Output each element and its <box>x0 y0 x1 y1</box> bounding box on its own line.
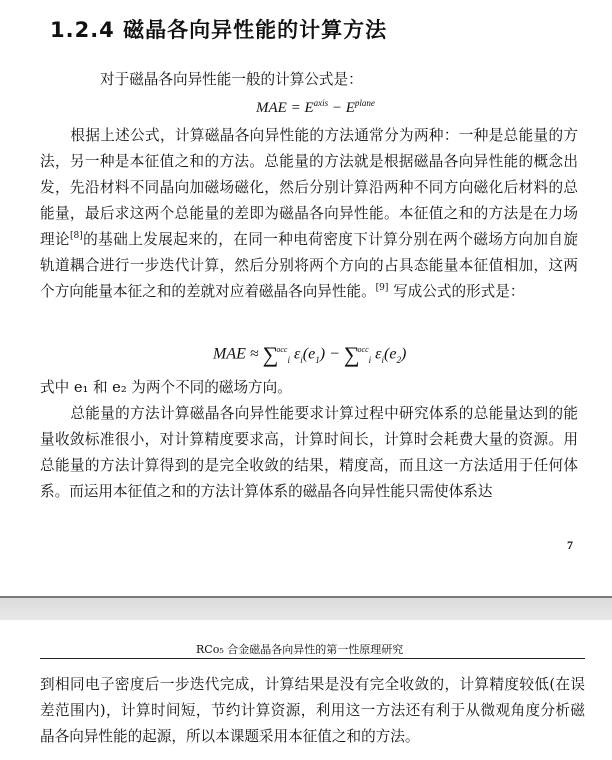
section-heading: 1.2.4 磁晶各向异性能的计算方法 <box>50 18 388 42</box>
para1-text-c: 写成公式的形式是： <box>393 283 525 300</box>
page-2 <box>0 620 612 760</box>
index-i: i <box>381 354 384 365</box>
paragraph-methods <box>40 123 578 305</box>
formula1-mid: − E <box>328 100 355 116</box>
index-i: i <box>368 354 372 365</box>
term-close: ) <box>319 345 326 363</box>
eigenvalue-sum-formula <box>213 342 406 368</box>
reference-9: [9] <box>375 283 389 294</box>
term-close: ) <box>400 345 407 363</box>
index-i: i <box>300 354 303 365</box>
where-line: 式中 e₁ 和 e₂ 为两个不同的磁场方向。 <box>40 379 292 396</box>
epsilon: ε <box>375 345 382 363</box>
page-number: 7 <box>567 538 573 552</box>
index-1: 1 <box>315 354 320 365</box>
para2-text: 总能量的方法计算磁晶各向异性能要求计算过程中研究体系的总能量达到的能量收敛标准很小，对计算精度要求高，计算时间长，计算时会耗费大量的资源。用总能量的方法计算得到的是完全收敛的结果，精度高，而且这一方法适用于任何体系。而运用本征值之和的方法计算体系的磁晶各向异性能只需使体系达 <box>40 405 578 500</box>
para1-text-b: 的基础上发展起来的，在同一种电荷密度下计算分别在两个磁场方向加自旋轨道耦合进行一步迭代计算，然后分别将两个方向的占具态能量本征值相加，这两个方向能量本征之和的差就对应着磁晶各向异性能。 <box>40 231 578 300</box>
index-2: 2 <box>396 354 401 365</box>
sum-symbol: ∑ <box>262 342 279 367</box>
header-rule <box>40 658 585 659</box>
running-header: RCo₅ 合金磁晶各向异性的第一性原理研究 <box>196 643 404 656</box>
page2-paragraph: 到相同电子密度后一步迭代完成，计算结果是没有完全收敛的，计算精度较低(在误差范围内)，计算时间短，节约计算资源，利用这一方法还有利于从微观角度分析磁晶各向异性能的起源，所以本课题采用本征值之和的方法。 <box>40 676 585 745</box>
intro-line: 对于磁晶各向异性能一般的计算公式是： <box>100 71 363 88</box>
mae-formula <box>256 100 375 117</box>
term-open: (e <box>302 345 316 363</box>
occ-label: occ <box>276 345 288 355</box>
formula2-lhs: MAE ≈ <box>213 345 263 363</box>
occ-label: occ <box>357 345 369 355</box>
sum-symbol: ∑ <box>343 342 360 367</box>
formula1-sup-axis: axis <box>313 98 329 108</box>
page-separator <box>0 596 612 622</box>
reference-8: [8] <box>70 231 83 242</box>
index-i: i <box>287 354 290 365</box>
formula1-lhs: MAE = E <box>256 100 314 116</box>
epsilon: ε <box>293 345 301 363</box>
minus-sign: − <box>325 345 344 363</box>
formula1-sup-plane: plane <box>354 98 375 108</box>
term-open: (e <box>384 345 397 363</box>
para1-text-a: 根据上述公式，计算磁晶各向异性能的方法通常分为两种：一种是总能量的方法，另一种是本征值之和的方法。总能量的方法就是根据磁晶各向异性能的概念出发，先沿材料不同晶向加磁场磁化，然后分别计算沿两种不同方向磁化后材料的总能量，最后求这两个总能量的差即为磁晶各向异性能。本征值之和的方法是在力场理论 <box>40 127 578 248</box>
paragraph-total-energy <box>40 401 578 505</box>
